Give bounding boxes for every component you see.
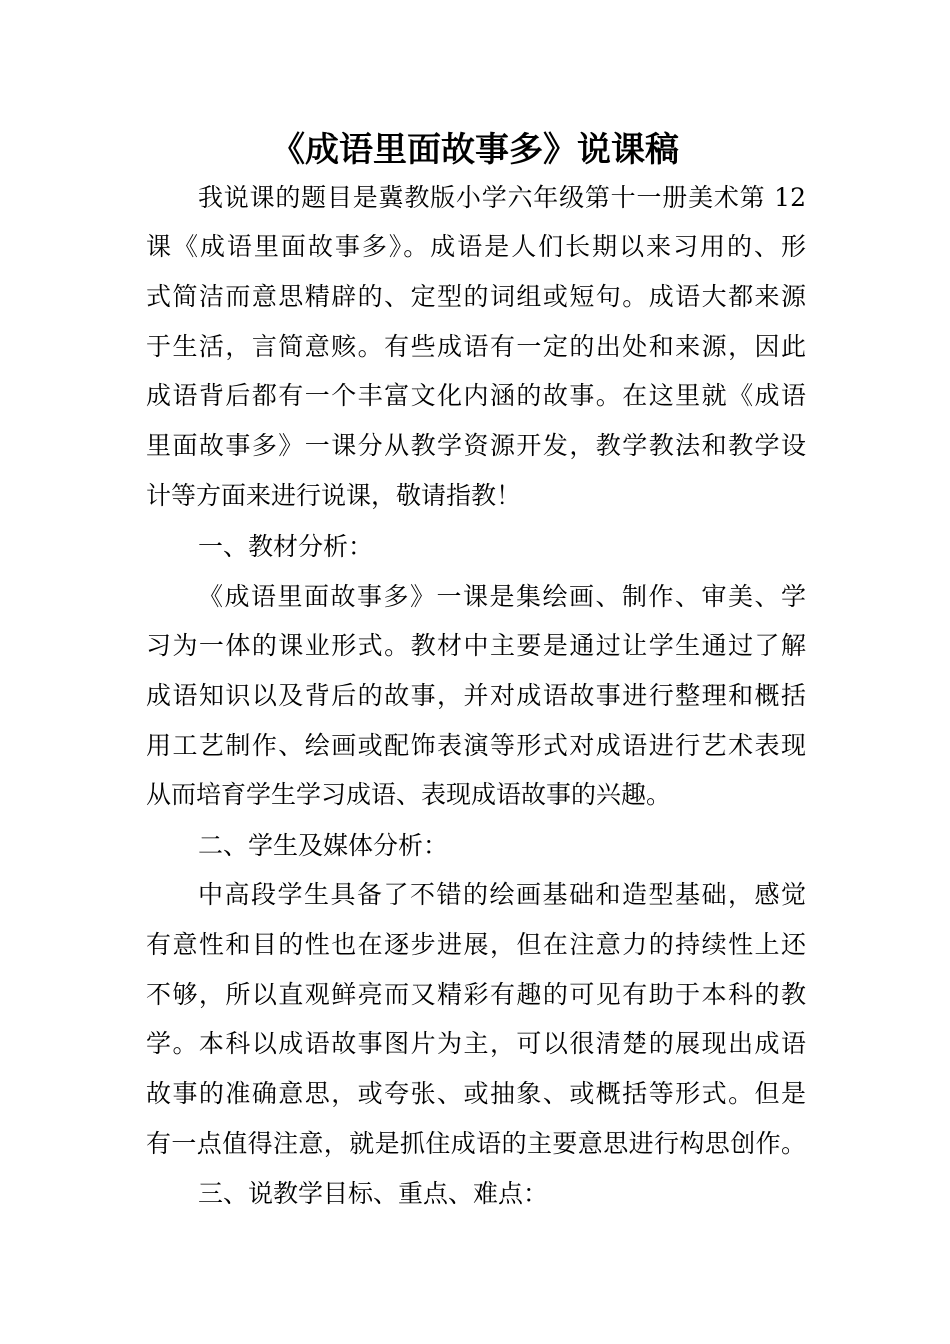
paragraph-line: 不够，所以直观鲜亮而又精彩有趣的可见有助于本科的教: [146, 980, 806, 1009]
document-title: 《成语里面故事多》说课稿: [271, 130, 679, 170]
section-heading: 一、教材分析：: [198, 532, 374, 561]
paragraph-line: 计等方面来进行说课，敬请指教！: [146, 481, 522, 510]
section-heading: 二、学生及媒体分析：: [198, 831, 449, 860]
paragraph-line: 里面故事多》一课分从教学资源开发，教学教法和教学设: [146, 431, 806, 460]
paragraph-line: 课《成语里面故事多》。成语是人们长期以来习用的、形: [146, 232, 806, 261]
paragraph-line: 中高段学生具备了不错的绘画基础和造型基础，感觉: [198, 880, 806, 909]
paragraph-line: 用工艺制作、绘画或配饰表演等形式对成语进行艺术表现: [146, 731, 806, 760]
paragraph-line: 从而培育学生学习成语、表现成语故事的兴趣。: [146, 780, 672, 809]
paragraph-line: 成语知识以及背后的故事，并对成语故事进行整理和概括: [146, 681, 806, 710]
paragraph-line: 有意性和目的性也在逐步进展，但在注意力的持续性上还: [146, 930, 806, 959]
paragraph-line: 习为一体的课业形式。教材中主要是通过让学生通过了解: [146, 631, 806, 660]
paragraph-line: 有一点值得注意，就是抓住成语的主要意思进行构思创作。: [146, 1129, 806, 1158]
paragraph-line: 于生活，言简意赅。有些成语有一定的出处和来源，因此: [146, 332, 806, 361]
paragraph-line: 式简洁而意思精辟的、定型的词组或短句。成语大都来源: [146, 282, 806, 311]
section-heading: 三、说教学目标、重点、难点：: [198, 1179, 549, 1208]
paragraph-line: 我说课的题目是冀教版小学六年级第十一册美术第 12: [198, 183, 806, 212]
paragraph-line: 成语背后都有一个丰富文化内涵的故事。在这里就《成语: [146, 381, 806, 410]
paragraph-line: 《成语里面故事多》一课是集绘画、制作、审美、学: [198, 582, 806, 611]
paragraph-line: 学。本科以成语故事图片为主，可以很清楚的展现出成语: [146, 1029, 806, 1058]
paragraph-line: 故事的准确意思，或夸张、或抽象、或概括等形式。但是: [146, 1079, 806, 1108]
